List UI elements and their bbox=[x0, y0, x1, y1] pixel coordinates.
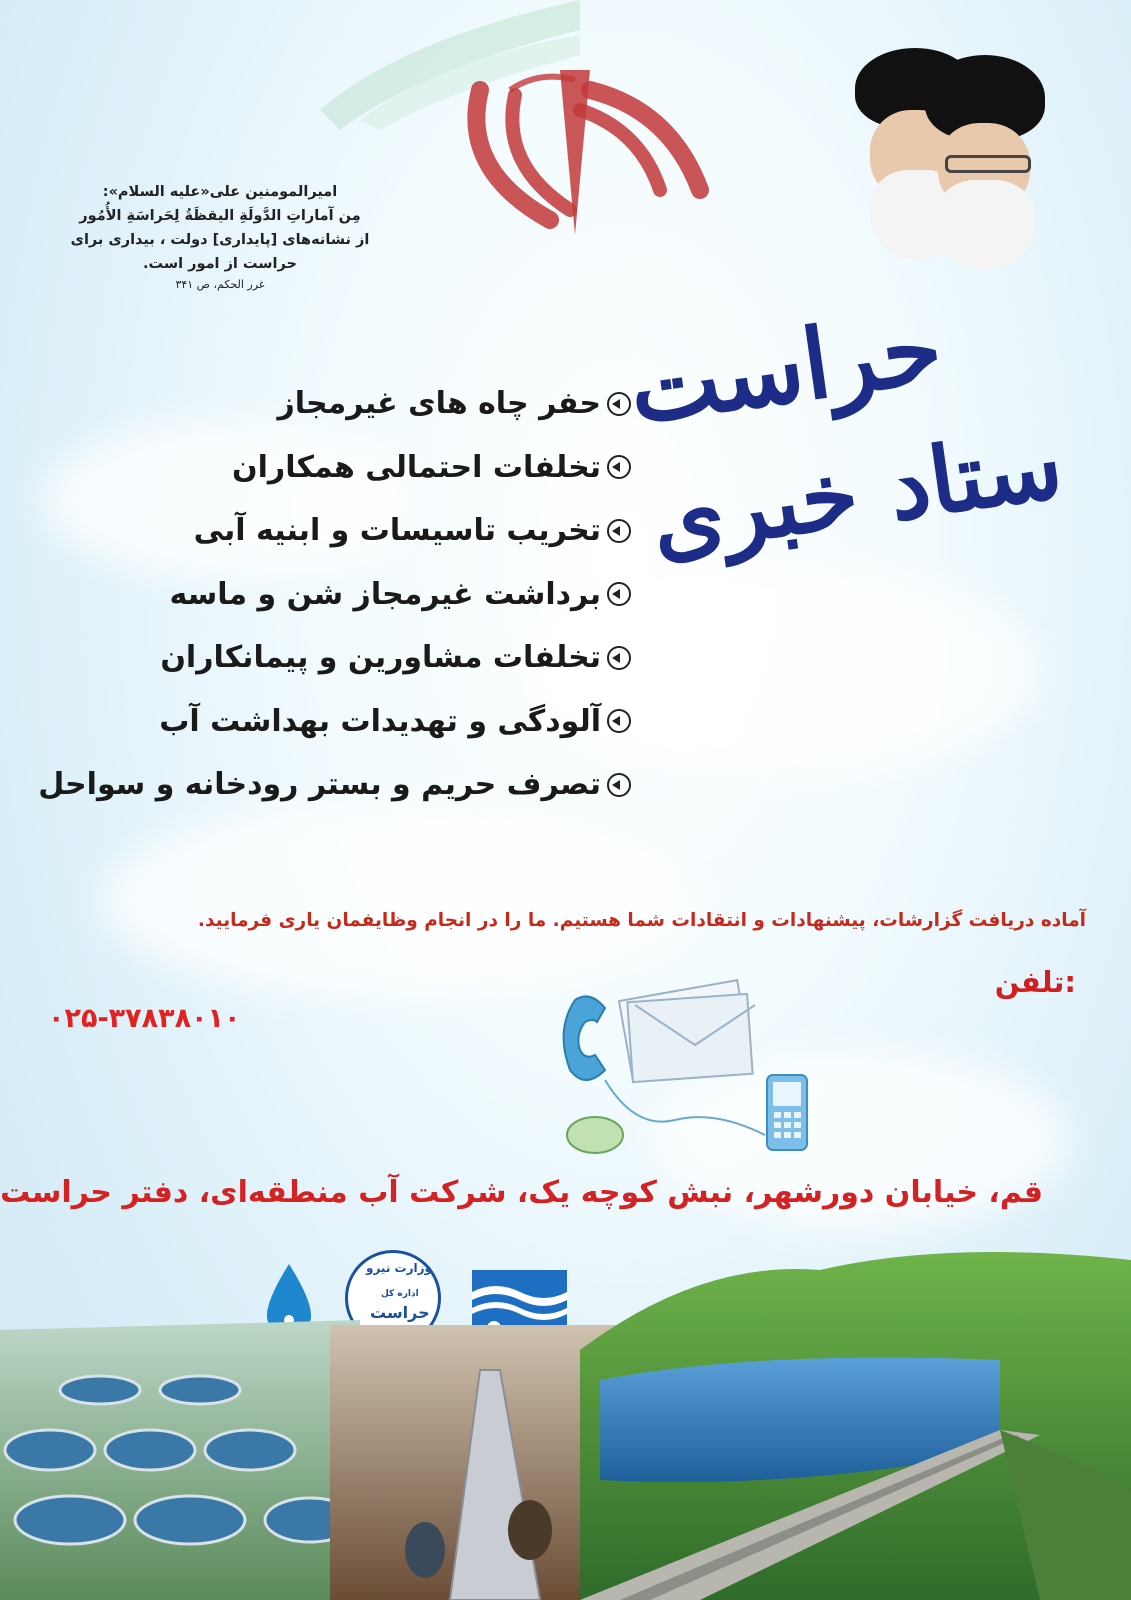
hadith-source: غرر الحکم، ص ۳۴۱ bbox=[175, 278, 265, 291]
topic-list bbox=[38, 372, 631, 817]
communication-graphic bbox=[545, 960, 825, 1160]
list-item: تخریب تاسیسات و ابنیه آبی bbox=[71, 499, 631, 563]
list-item: آلودگی و تهدیدات بهداشت آب bbox=[71, 690, 631, 754]
play-bullet-icon bbox=[607, 519, 631, 543]
hadith-translation-2: حراست از امور است. bbox=[143, 256, 297, 272]
bottom-photo-collage bbox=[0, 1230, 1131, 1600]
herasat-text: حراست bbox=[370, 1303, 430, 1322]
play-bullet-icon bbox=[607, 455, 631, 479]
list-item: تخلفات مشاورین و پیمانکاران bbox=[71, 626, 631, 690]
envelope-icon bbox=[619, 980, 755, 1082]
address: قم، خیابان دورشهر، نبش کوچه یک، شرکت آب منطقه‌ای، دفتر حراست bbox=[0, 1175, 1043, 1210]
list-item: تصرف حریم و بستر رودخانه و سواحل bbox=[71, 753, 631, 817]
mouse-icon bbox=[567, 1117, 623, 1153]
hadith-quote bbox=[60, 180, 380, 294]
play-bullet-icon bbox=[607, 392, 631, 416]
ministry-text: وزارت نیرو bbox=[366, 1261, 432, 1275]
title-line-2: حراست bbox=[622, 290, 949, 447]
portrait-right bbox=[920, 55, 1070, 265]
hadith-arabic: مِن آماراتِ الدَّولَةِ اليقظَةُ لِحَراسَةِ الأُمُور bbox=[79, 208, 361, 224]
play-bullet-icon bbox=[607, 582, 631, 606]
hadith-translation-1: از نشانه‌های [پایداری] دولت ، بیداری برای bbox=[70, 232, 370, 248]
phone-number[interactable]: ۰۲۵-۳۷۸۳۸۰۱۰ bbox=[48, 1003, 241, 1034]
list-item: تخلفات احتمالی همکاران bbox=[71, 436, 631, 500]
telephone-icon bbox=[564, 996, 605, 1080]
phone-label: تلفن: bbox=[994, 965, 1076, 999]
list-item: برداشت غیرمجاز شن و ماسه bbox=[71, 563, 631, 627]
poster-title bbox=[561, 290, 1069, 575]
title-line-1: ستاد خبری bbox=[644, 410, 1069, 575]
play-bullet-icon bbox=[607, 646, 631, 670]
iran-emblem-icon bbox=[440, 50, 730, 250]
play-bullet-icon bbox=[607, 709, 631, 733]
list-item: حفر چاه های غیرمجاز bbox=[71, 372, 631, 436]
office-text: اداره کل bbox=[381, 1289, 419, 1299]
mobile-phone-icon bbox=[767, 1075, 807, 1150]
play-bullet-icon bbox=[607, 773, 631, 797]
call-to-action: آماده دریافت گزارشات، پیشنهادات و انتقادات شما هستیم. ما را در انجام وظایفمان یاری فرمایید. bbox=[197, 910, 1086, 931]
hadith-attribution: امیرالمومنین علی«علیه السلام»: bbox=[102, 184, 338, 200]
